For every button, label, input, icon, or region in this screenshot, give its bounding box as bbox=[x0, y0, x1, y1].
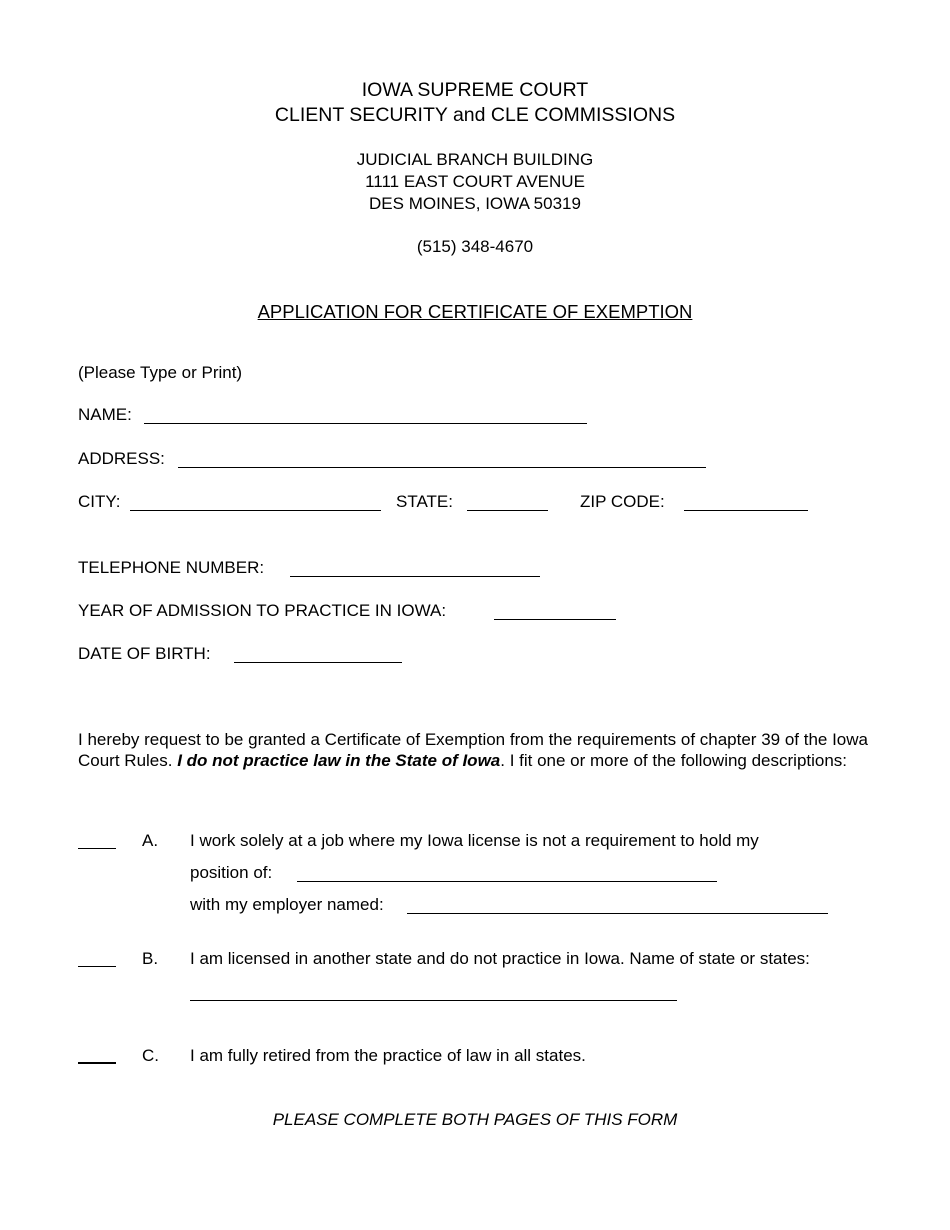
position-label: position of: bbox=[190, 863, 273, 882]
address-field[interactable] bbox=[178, 467, 706, 468]
court-name: IOWA SUPREME COURT bbox=[361, 79, 589, 101]
instruction-text: (Please Type or Print) bbox=[78, 363, 243, 382]
city-state-zip: DES MOINES, IOWA 50319 bbox=[369, 194, 581, 213]
telephone-field[interactable] bbox=[290, 576, 540, 577]
commission-name: CLIENT SECURITY and CLE COMMISSIONS bbox=[274, 104, 676, 126]
dob-label: DATE OF BIRTH: bbox=[78, 644, 211, 663]
request-paragraph bbox=[78, 729, 878, 771]
state-label: STATE: bbox=[396, 492, 453, 511]
option-a-text: I work solely at a job where my Iowa license is not a requirement to hold my bbox=[190, 831, 759, 850]
request-text-2: . I fit one or more of the following descriptions: bbox=[500, 751, 848, 770]
name-field[interactable] bbox=[144, 423, 587, 424]
option-b-text: I am licensed in another state and do not practice in Iowa. Name of state or states: bbox=[190, 949, 810, 968]
zip-field[interactable] bbox=[684, 510, 808, 511]
phone-number: (515) 348-4670 bbox=[416, 237, 534, 256]
request-emphasis: I do not practice law in the State of Iowa bbox=[177, 751, 501, 770]
option-c-letter: C. bbox=[142, 1046, 159, 1065]
request-text-1: I hereby request to be granted a Certificate of Exemption from the requirements of chapter 39 of the Iowa Court Rules. bbox=[78, 730, 868, 770]
option-a-checkbox[interactable] bbox=[78, 848, 116, 849]
year-admission-label: YEAR OF ADMISSION TO PRACTICE IN IOWA: bbox=[78, 601, 447, 620]
building-name: JUDICIAL BRANCH BUILDING bbox=[356, 150, 594, 169]
zip-label: ZIP CODE: bbox=[580, 492, 665, 511]
street-address: 1111 EAST COURT AVENUE bbox=[365, 172, 585, 191]
option-b-letter: B. bbox=[142, 949, 159, 968]
city-field[interactable] bbox=[130, 510, 381, 511]
state-field[interactable] bbox=[467, 510, 548, 511]
address-label: ADDRESS: bbox=[78, 449, 165, 468]
form-title: APPLICATION FOR CERTIFICATE OF EXEMPTION bbox=[257, 301, 693, 322]
option-c-text: I am fully retired from the practice of law in all states. bbox=[190, 1046, 586, 1065]
option-a-letter: A. bbox=[142, 831, 159, 850]
employer-label: with my employer named: bbox=[190, 895, 384, 914]
name-label: NAME: bbox=[78, 405, 132, 424]
option-c-checkbox[interactable] bbox=[78, 1062, 116, 1064]
states-field[interactable] bbox=[190, 1000, 677, 1001]
city-label: CITY: bbox=[78, 492, 121, 511]
position-field[interactable] bbox=[297, 881, 717, 882]
telephone-label: TELEPHONE NUMBER: bbox=[78, 558, 265, 577]
dob-field[interactable] bbox=[234, 662, 402, 663]
footer-note: PLEASE COMPLETE BOTH PAGES OF THIS FORM bbox=[272, 1110, 678, 1129]
option-b-checkbox[interactable] bbox=[78, 966, 116, 967]
employer-field[interactable] bbox=[407, 913, 828, 914]
year-admission-field[interactable] bbox=[494, 619, 616, 620]
